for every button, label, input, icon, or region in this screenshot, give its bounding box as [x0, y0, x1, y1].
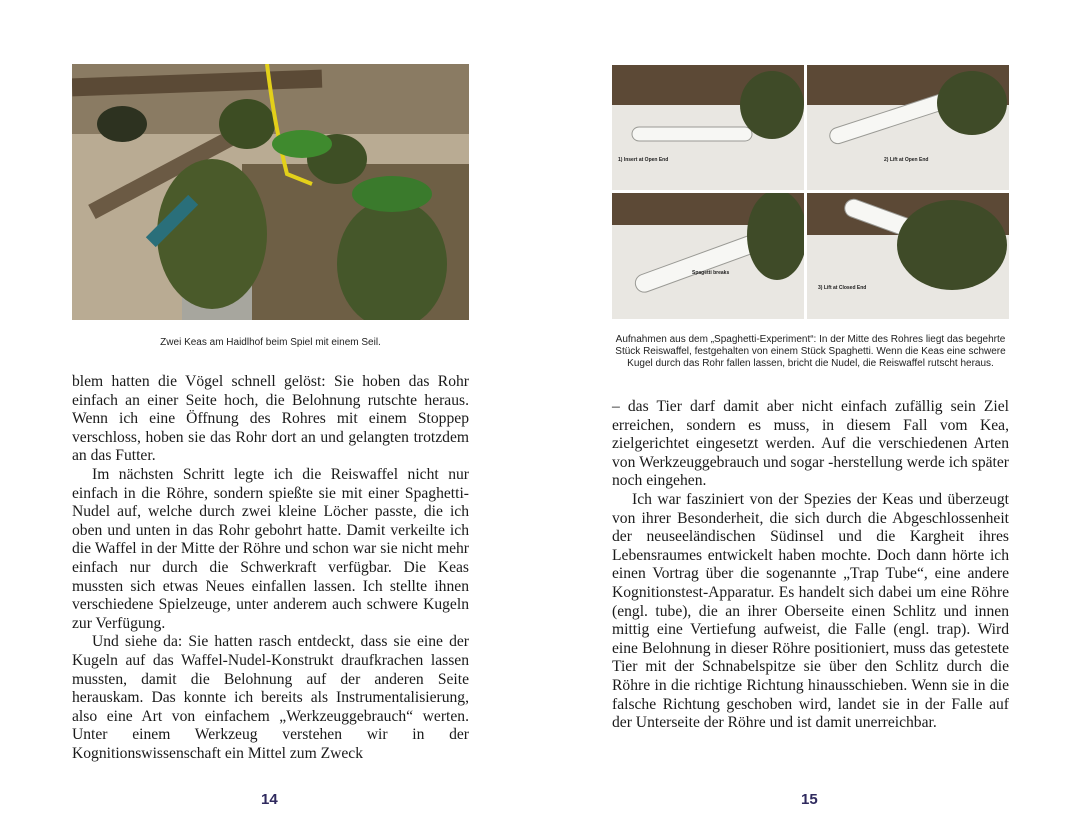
page-number: 15 [801, 791, 818, 808]
panel-label-3: Spagetti breaks [692, 270, 730, 276]
panel-label-1: 1) Insert at Open End [618, 157, 669, 163]
paragraph: Im nächsten Schritt legte ich die Reiswaffel nicht nur einfach in die Röhre, sondern spießte sie mit einer Spaghetti-Nudel auf, welche durch zwei kleine Löcher passte, die ich oben und unten in das Rohr gebohrt hatte. Damit verkeilte ich die Waffel in der Mitte der Röhre und schon war sie nicht mehr einfach nur durch die Schwerkraft verfügbar. Die Keas mussten sich etwas Neues einfallen lassen. Ich stellte ihnen verschiedene Spielzeuge, unter anderem auch schwere Kugeln zur Verfügung. [72, 465, 469, 632]
right-body-text [612, 398, 1009, 733]
left-body-text [72, 373, 469, 763]
paragraph: blem hatten die Vögel schnell gelöst: Sie hoben das Rohr einfach an einer Seite hoch, die Belohnung rutschte heraus. Wenn ich eine Öffnung des Rohres mit einem Stoppер verschloss, hoben sie das Rohr dort an und gelangten trotzdem an das Futter. [72, 373, 469, 465]
kea-rope-image [72, 64, 469, 320]
right-page [540, 0, 1080, 840]
paragraph: Ich war fasziniert von der Spezies der Keas und überzeugt von ihrer Besonderheit, die sich durch die Abgeschlossenheit der neuseeländischen Südinsel und die Kargheit ihres Lebensraumes entwickelt haben mochte. Doch dann hörte ich einen Vortrag über die sogenannte „Trap Tube“, eine andere Kognitionstest-Apparatur. Es handelt sich dabei um eine Röhre (engl. tube), die an ihrer Oberseite einen Schlitz und innen mittig eine Vertiefung aufweist, die Falle (engl. trap). Wird eine Belohnung in dieser Röhre positioniert, muss das getestete Tier mit der Schnabelspitze sie über den Schlitz durch die Röhre in die richtige Richtung hinausschieben. Wenn sie in die falsche Richtung geschoben wird, landet sie in der Falle auf der Unterseite der Röhre und ist damit unerreichbar. [612, 490, 1009, 732]
right-photo-caption: Aufnahmen aus dem „Spaghetti-Experiment“: In der Mitte des Rohres liegt das begehrte Stück Reiswaffel, festgehalten von einem Stück Spaghetti. Wenn die Keas eine schwere Kugel durch das Rohr fallen lassen, bricht die Nudel, die Reiswaffel rutscht heraus. [615, 334, 1006, 369]
panel-label-2: 2) Lift at Open End [884, 157, 929, 163]
page-number: 14 [261, 791, 278, 808]
experiment-image [612, 65, 1009, 319]
spaghetti-experiment-photo [612, 65, 1009, 319]
kea-rope-photo [72, 64, 469, 320]
panel-label-4: 3) Lift at Closed End [818, 285, 867, 291]
left-photo-caption: Zwei Keas am Haidlhof beim Spiel mit einem Seil. [160, 337, 381, 348]
paragraph: – das Tier darf damit aber nicht einfach zufällig sein Ziel erreichen, sondern es muss, in diesem Fall vom Kea, zielgerichtet eingesetzt werden. Auf die verschiedenen Arten von Werkzeuggebrauch und sogar -herstellung werde ich später noch eingehen. [612, 398, 1009, 490]
paragraph: Und siehe da: Sie hatten rasch entdeckt, dass sie eine der Kugeln auf das Waffel-Nudel-Konstrukt draufkrachen lassen mussten, damit die Belohnung auf der anderen Seite herauskam. Das konnte ich bereits als Instrumentalisierung, also eine Art von einfachem „Werkzeuggebrauch“ werten. Unter einem Werkzeug verstehen wir in der Kognitionswissenschaft ein Mittel zum Zweck [72, 633, 469, 762]
